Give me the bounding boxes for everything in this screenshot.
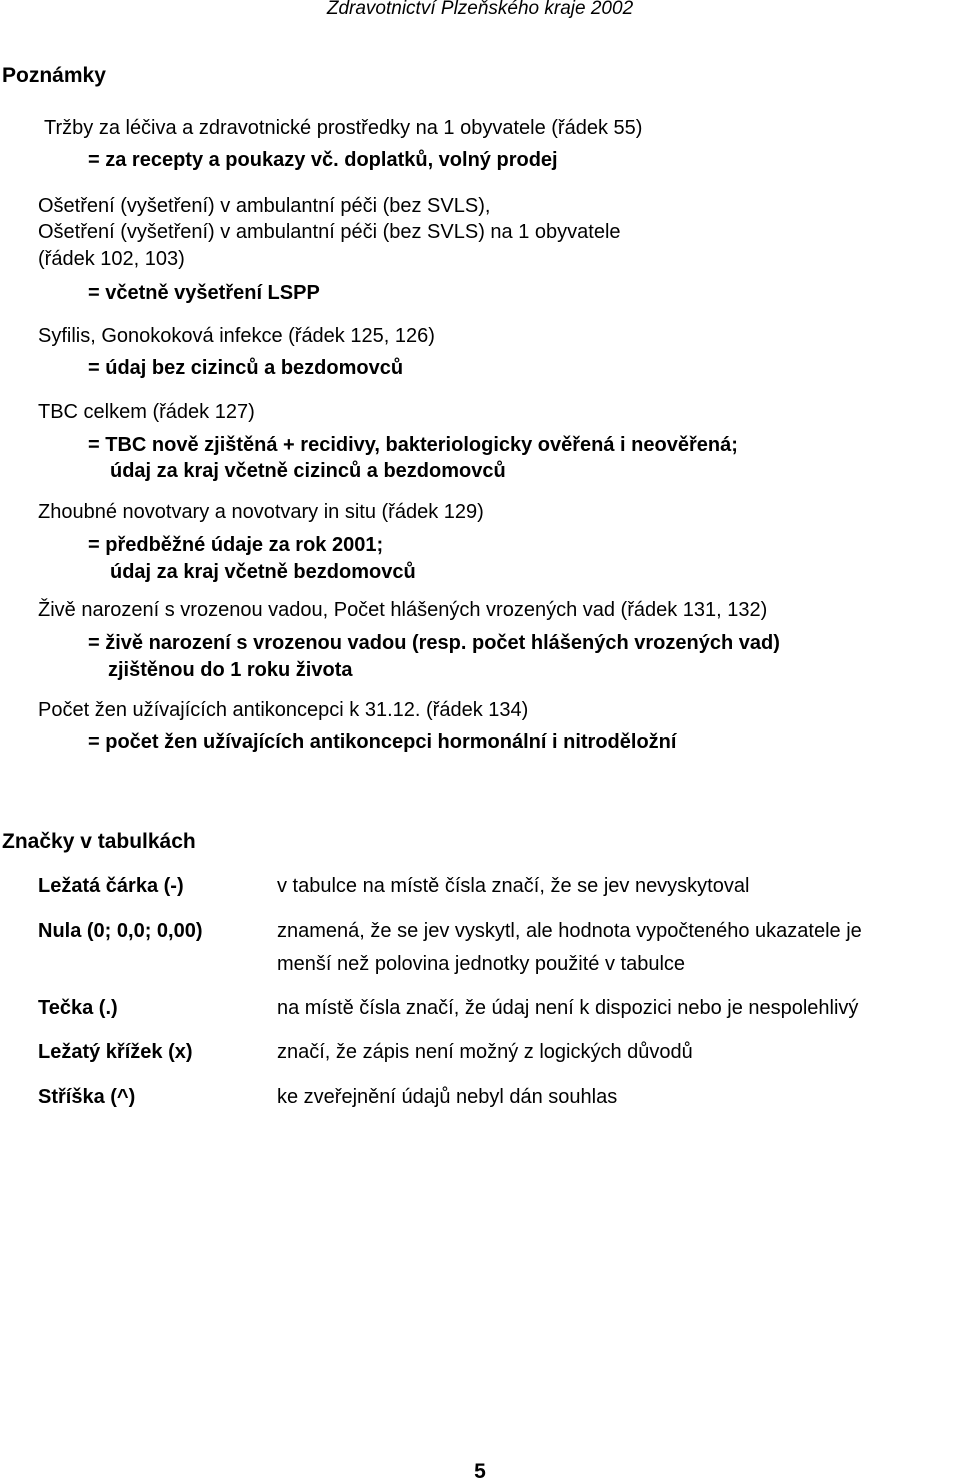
note-5-detail-line-1: = předběžné údaje za rok 2001; [88, 534, 384, 556]
symbol-term-caret: Stříška (^) [38, 1086, 136, 1108]
symbol-def-dash: v tabulce na místě čísla značí, že se jev nevyskytoval [277, 875, 750, 897]
symbols-title: Značky v tabulkách [2, 830, 196, 853]
note-2-label-line-3: (řádek 102, 103) [38, 248, 185, 270]
note-6-label: Živě narození s vrozenou vadou, Počet hlášených vrozených vad (řádek 131, 132) [38, 599, 768, 621]
page-number: 5 [474, 1460, 486, 1483]
page-header: Zdravotnictví Plzeňského kraje 2002 [326, 0, 634, 19]
symbol-def-dot: na místě čísla značí, že údaj není k dispozici nebo je nespolehlivý [277, 997, 859, 1019]
note-6-detail-line-2: zjištěnou do 1 roku života [108, 659, 353, 681]
note-4-detail-line-1: = TBC nově zjištěná + recidivy, bakteriologicky ověřená i neověřená; [88, 434, 738, 456]
symbol-term-dash: Ležatá čárka (-) [38, 875, 184, 897]
note-5-label: Zhoubné novotvary a novotvary in situ (řádek 129) [38, 501, 484, 523]
note-2-detail: = včetně vyšetření LSPP [88, 282, 320, 304]
note-7-label: Počet žen užívajících antikoncepci k 31.12. (řádek 134) [38, 699, 529, 721]
symbol-def-cross: značí, že zápis není možný z logických důvodů [277, 1041, 693, 1063]
symbol-def-caret: ke zveřejnění údajů nebyl dán souhlas [277, 1086, 618, 1108]
symbol-def-zero-line-2: menší než polovina jednotky použité v tabulce [277, 953, 686, 975]
note-2-label-line-1: Ošetření (vyšetření) v ambulantní péči (bez SVLS), [38, 195, 491, 217]
symbol-def-zero-line-1: znamená, že se jev vyskytl, ale hodnota vypočteného ukazatele je [277, 920, 862, 942]
symbol-term-zero: Nula (0; 0,0; 0,00) [38, 920, 203, 942]
symbol-term-dot: Tečka (.) [38, 997, 118, 1019]
note-7-detail: = počet žen užívajících antikoncepci hormonální i nitroděložní [88, 731, 677, 753]
note-3-detail: = údaj bez cizinců a bezdomovců [88, 357, 404, 379]
note-2-label-line-2: Ošetření (vyšetření) v ambulantní péči (bez SVLS) na 1 obyvatele [38, 221, 621, 243]
note-4-label: TBC celkem (řádek 127) [38, 401, 255, 423]
note-1-label: Tržby za léčiva a zdravotnické prostředky na 1 obyvatele (řádek 55) [44, 117, 643, 139]
note-3-label: Syfilis, Gonokoková infekce (řádek 125, 126) [38, 325, 435, 347]
note-5-detail-line-2: údaj za kraj včetně bezdomovců [110, 561, 416, 583]
note-1-detail: = za recepty a poukazy vč. doplatků, volný prodej [88, 149, 558, 171]
notes-title: Poznámky [2, 64, 106, 87]
note-4-detail-line-2: údaj za kraj včetně cizinců a bezdomovců [110, 460, 506, 482]
symbol-term-cross: Ležatý křížek (x) [38, 1041, 193, 1063]
note-6-detail-line-1: = živě narození s vrozenou vadou (resp. počet hlášených vrozených vad) [88, 632, 780, 654]
